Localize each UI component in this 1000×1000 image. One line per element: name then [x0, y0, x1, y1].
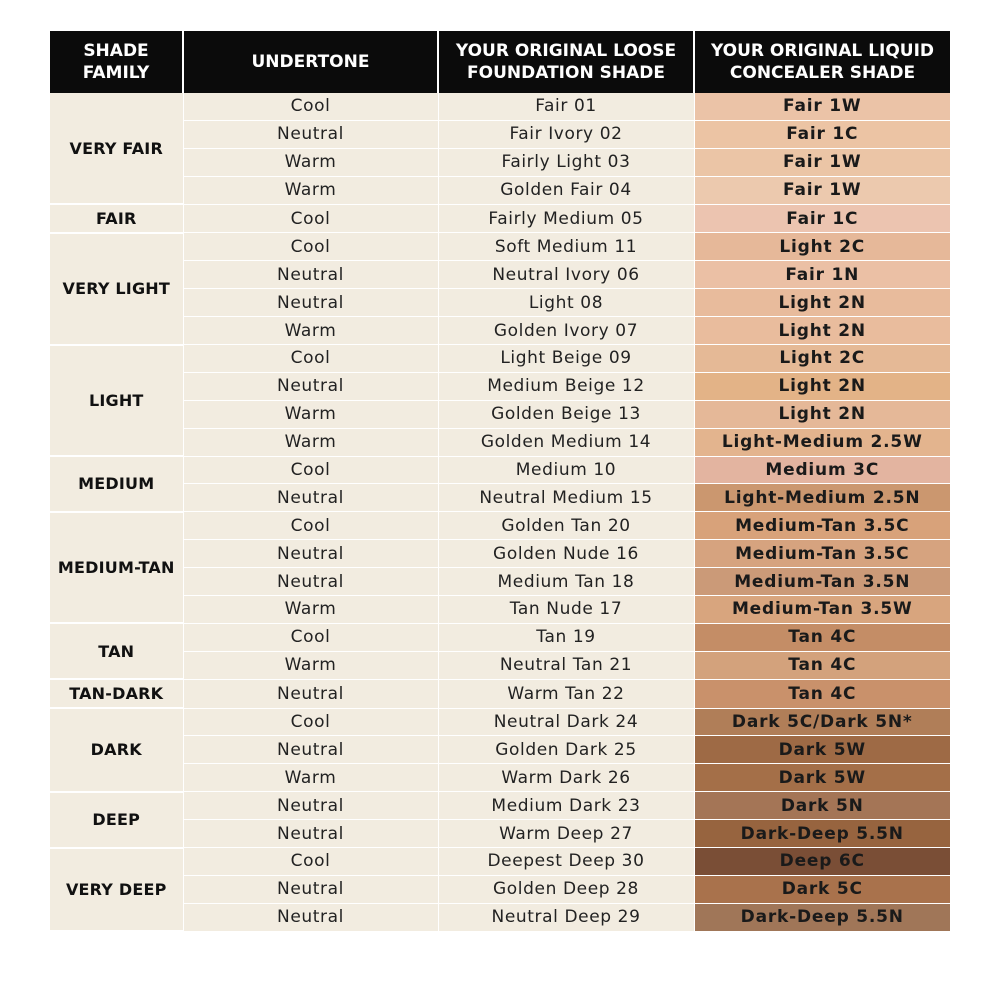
- header-shade-family: SHADE FAMILY: [50, 31, 183, 93]
- foundation-shade-cell: Fairly Light 03: [438, 148, 694, 176]
- undertone-cell: Neutral: [183, 875, 438, 903]
- foundation-shade-cell: Golden Tan 20: [438, 512, 694, 540]
- header-row: [50, 31, 950, 93]
- concealer-shade-cell: Dark 5W: [694, 764, 950, 792]
- undertone-cell: Neutral: [183, 484, 438, 512]
- undertone-cell: Neutral: [183, 289, 438, 317]
- table-row: [50, 736, 950, 764]
- header-liquid-concealer: YOUR ORIGINAL LIQUID CONCEALER SHADE: [694, 31, 950, 93]
- concealer-shade-cell: Dark 5N: [694, 792, 950, 820]
- shade-family-cell: FAIR: [50, 204, 183, 233]
- foundation-shade-cell: Medium Tan 18: [438, 568, 694, 596]
- table-row: [50, 512, 950, 540]
- undertone-cell: Warm: [183, 176, 438, 204]
- undertone-cell: Neutral: [183, 792, 438, 820]
- concealer-shade-cell: Fair 1N: [694, 261, 950, 289]
- undertone-cell: Neutral: [183, 820, 438, 848]
- shade-family-cell: VERY FAIR: [50, 93, 183, 204]
- foundation-shade-cell: Tan Nude 17: [438, 596, 694, 624]
- shade-family-cell: MEDIUM-TAN: [50, 512, 183, 624]
- concealer-shade-cell: Light-Medium 2.5W: [694, 428, 950, 456]
- undertone-cell: Neutral: [183, 679, 438, 708]
- undertone-cell: Warm: [183, 651, 438, 679]
- concealer-shade-cell: Fair 1W: [694, 93, 950, 120]
- table-row: [50, 540, 950, 568]
- table-row: [50, 317, 950, 345]
- shade-family-cell: TAN: [50, 623, 183, 679]
- undertone-cell: Cool: [183, 204, 438, 233]
- undertone-cell: Neutral: [183, 736, 438, 764]
- table-row: [50, 176, 950, 204]
- foundation-shade-cell: Deepest Deep 30: [438, 848, 694, 876]
- foundation-shade-cell: Fair 01: [438, 93, 694, 120]
- undertone-cell: Neutral: [183, 120, 438, 148]
- undertone-cell: Cool: [183, 345, 438, 373]
- shade-family-cell: TAN-DARK: [50, 679, 183, 708]
- undertone-cell: Warm: [183, 428, 438, 456]
- concealer-shade-cell: Fair 1W: [694, 148, 950, 176]
- table-row: [50, 456, 950, 484]
- concealer-shade-cell: Medium-Tan 3.5C: [694, 512, 950, 540]
- concealer-shade-cell: Light 2N: [694, 372, 950, 400]
- concealer-shade-cell: Light 2C: [694, 345, 950, 373]
- table-row: [50, 261, 950, 289]
- undertone-cell: Cool: [183, 512, 438, 540]
- foundation-shade-cell: Tan 19: [438, 623, 694, 651]
- header-loose-foundation: YOUR ORIGINAL LOOSE FOUNDATION SHADE: [438, 31, 694, 93]
- foundation-shade-cell: Neutral Dark 24: [438, 708, 694, 736]
- undertone-cell: Cool: [183, 456, 438, 484]
- concealer-shade-cell: Tan 4C: [694, 651, 950, 679]
- concealer-shade-cell: Dark 5W: [694, 736, 950, 764]
- table-row: [50, 372, 950, 400]
- foundation-shade-cell: Golden Dark 25: [438, 736, 694, 764]
- undertone-cell: Cool: [183, 93, 438, 120]
- table-row: [50, 903, 950, 931]
- foundation-shade-cell: Golden Beige 13: [438, 400, 694, 428]
- concealer-shade-cell: Light-Medium 2.5N: [694, 484, 950, 512]
- table-row: [50, 148, 950, 176]
- table-row: [50, 400, 950, 428]
- foundation-shade-cell: Warm Tan 22: [438, 679, 694, 708]
- table-header: [50, 31, 950, 93]
- concealer-shade-cell: Dark 5C/Dark 5N*: [694, 708, 950, 736]
- table-row: [50, 233, 950, 261]
- foundation-shade-cell: Medium 10: [438, 456, 694, 484]
- foundation-shade-cell: Golden Nude 16: [438, 540, 694, 568]
- table-row: [50, 848, 950, 876]
- shade-family-cell: VERY DEEP: [50, 848, 183, 932]
- table-row: [50, 289, 950, 317]
- foundation-shade-cell: Golden Medium 14: [438, 428, 694, 456]
- concealer-shade-cell: Light 2N: [694, 317, 950, 345]
- undertone-cell: Cool: [183, 233, 438, 261]
- concealer-shade-cell: Light 2C: [694, 233, 950, 261]
- concealer-shade-cell: Fair 1C: [694, 120, 950, 148]
- table-row: [50, 623, 950, 651]
- table-row: [50, 345, 950, 373]
- concealer-shade-cell: Deep 6C: [694, 848, 950, 876]
- undertone-cell: Warm: [183, 148, 438, 176]
- foundation-shade-cell: Medium Beige 12: [438, 372, 694, 400]
- foundation-shade-cell: Medium Dark 23: [438, 792, 694, 820]
- undertone-cell: Warm: [183, 596, 438, 624]
- concealer-shade-cell: Tan 4C: [694, 623, 950, 651]
- foundation-shade-cell: Warm Deep 27: [438, 820, 694, 848]
- foundation-shade-cell: Fairly Medium 05: [438, 204, 694, 233]
- concealer-shade-cell: Fair 1C: [694, 204, 950, 233]
- concealer-shade-cell: Tan 4C: [694, 679, 950, 708]
- concealer-shade-cell: Dark 5C: [694, 875, 950, 903]
- header-undertone: UNDERTONE: [183, 31, 438, 93]
- table-row: [50, 568, 950, 596]
- shade-match-table: [50, 31, 950, 932]
- undertone-cell: Neutral: [183, 568, 438, 596]
- foundation-shade-cell: Fair Ivory 02: [438, 120, 694, 148]
- concealer-shade-cell: Medium 3C: [694, 456, 950, 484]
- undertone-cell: Warm: [183, 317, 438, 345]
- table-row: [50, 820, 950, 848]
- concealer-shade-cell: Light 2N: [694, 400, 950, 428]
- undertone-cell: Neutral: [183, 372, 438, 400]
- table-row: [50, 428, 950, 456]
- undertone-cell: Warm: [183, 400, 438, 428]
- foundation-shade-cell: Neutral Tan 21: [438, 651, 694, 679]
- concealer-shade-cell: Medium-Tan 3.5W: [694, 596, 950, 624]
- undertone-cell: Neutral: [183, 540, 438, 568]
- foundation-shade-cell: Light Beige 09: [438, 345, 694, 373]
- shade-family-cell: DEEP: [50, 792, 183, 848]
- foundation-shade-cell: Neutral Medium 15: [438, 484, 694, 512]
- undertone-cell: Warm: [183, 764, 438, 792]
- concealer-shade-cell: Fair 1W: [694, 176, 950, 204]
- undertone-cell: Neutral: [183, 261, 438, 289]
- concealer-shade-cell: Dark-Deep 5.5N: [694, 903, 950, 931]
- undertone-cell: Cool: [183, 623, 438, 651]
- foundation-shade-cell: Light 08: [438, 289, 694, 317]
- table-row: [50, 93, 950, 120]
- foundation-shade-cell: Neutral Deep 29: [438, 903, 694, 931]
- concealer-shade-cell: Dark-Deep 5.5N: [694, 820, 950, 848]
- undertone-cell: Cool: [183, 848, 438, 876]
- undertone-cell: Cool: [183, 708, 438, 736]
- shade-family-cell: MEDIUM: [50, 456, 183, 512]
- shade-family-cell: DARK: [50, 708, 183, 792]
- foundation-shade-cell: Soft Medium 11: [438, 233, 694, 261]
- foundation-shade-cell: Neutral Ivory 06: [438, 261, 694, 289]
- concealer-shade-cell: Medium-Tan 3.5C: [694, 540, 950, 568]
- table-row: [50, 708, 950, 736]
- undertone-cell: Neutral: [183, 903, 438, 931]
- table-row: [50, 764, 950, 792]
- table-row: [50, 204, 950, 233]
- table-row: [50, 120, 950, 148]
- table-row: [50, 651, 950, 679]
- foundation-shade-cell: Golden Ivory 07: [438, 317, 694, 345]
- foundation-shade-cell: Warm Dark 26: [438, 764, 694, 792]
- table-body: [50, 93, 950, 931]
- foundation-shade-cell: Golden Fair 04: [438, 176, 694, 204]
- shade-family-cell: LIGHT: [50, 345, 183, 457]
- table-row: [50, 679, 950, 708]
- concealer-shade-cell: Light 2N: [694, 289, 950, 317]
- table-row: [50, 596, 950, 624]
- table-row: [50, 484, 950, 512]
- concealer-shade-cell: Medium-Tan 3.5N: [694, 568, 950, 596]
- shade-family-cell: VERY LIGHT: [50, 233, 183, 345]
- table-row: [50, 875, 950, 903]
- foundation-shade-cell: Golden Deep 28: [438, 875, 694, 903]
- table-row: [50, 792, 950, 820]
